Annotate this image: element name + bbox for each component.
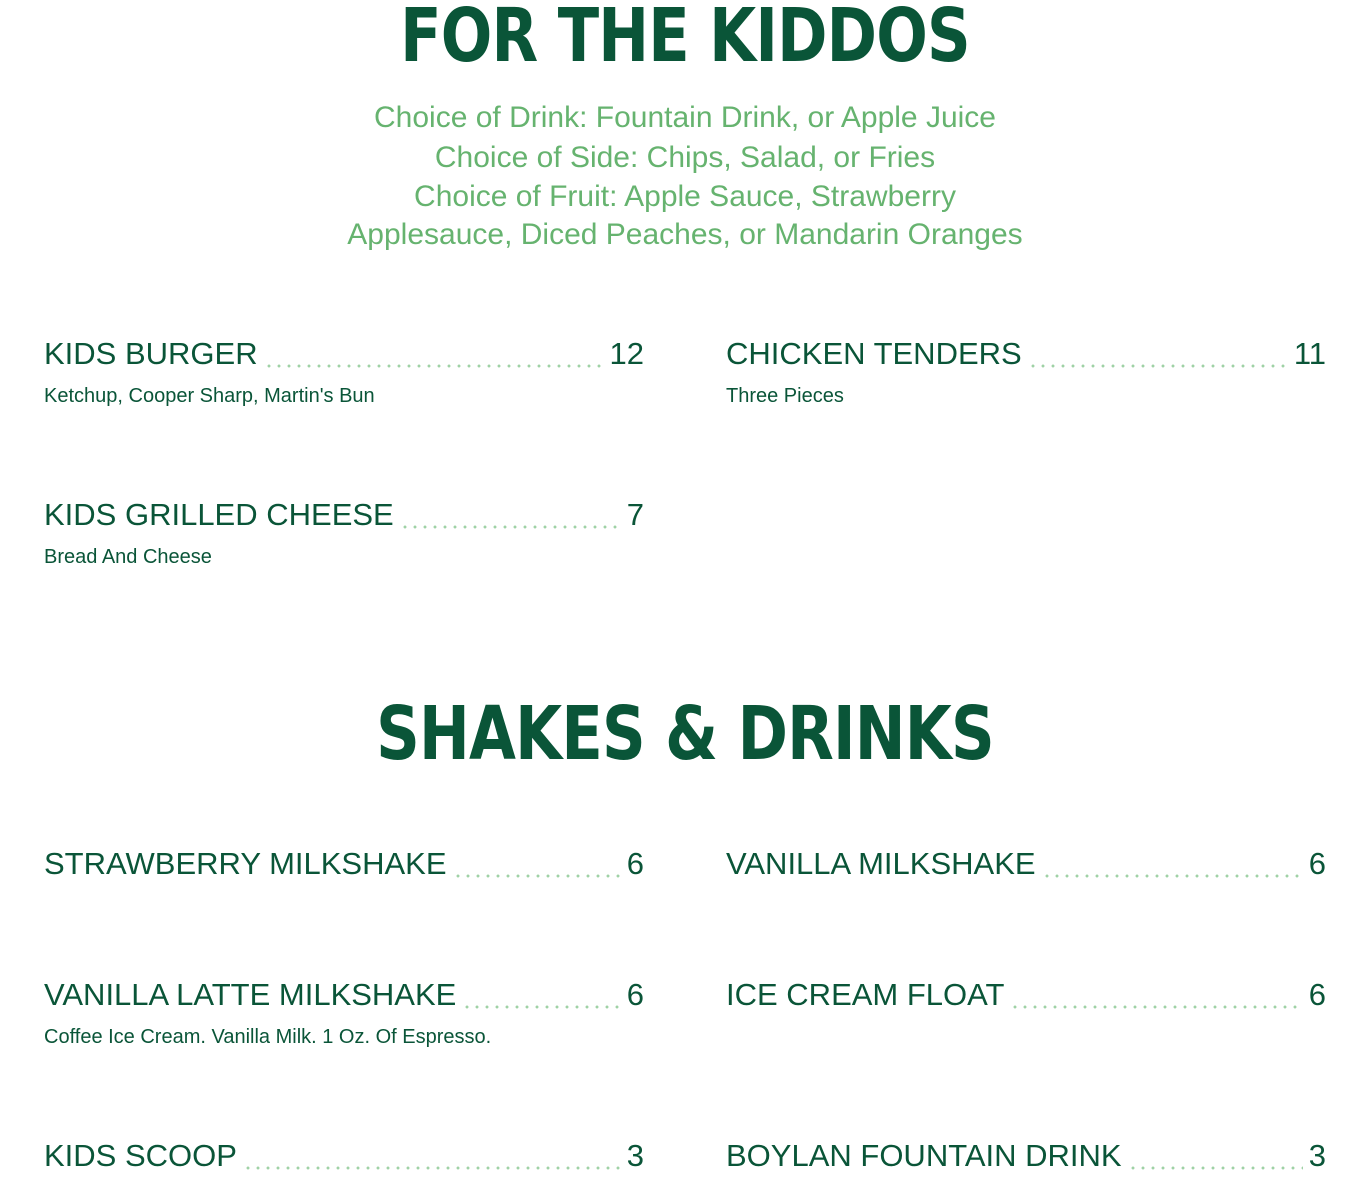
menu-item-kids-scoop (44, 1138, 644, 1178)
kids-options (0, 98, 1350, 254)
item-name: VANILLA MILKSHAKE (726, 846, 1036, 881)
item-name: VANILLA LATTE MILKSHAKE (44, 977, 457, 1012)
item-price: 6 (1308, 846, 1326, 881)
item-name: ICE CREAM FLOAT (726, 977, 1005, 1012)
dot-leader (400, 525, 621, 529)
dot-leader (1042, 874, 1303, 878)
item-description: Ketchup, Cooper Sharp, Martin's Bun (44, 385, 375, 407)
section-title-shakes: SHAKES & DRINKS (376, 691, 994, 777)
menu-item-chicken-tenders (726, 336, 1326, 408)
item-price: 6 (626, 977, 644, 1012)
dot-leader (1028, 364, 1288, 368)
item-description: Coffee Ice Cream. Vanilla Milk. 1 Oz. Of Espresso. (44, 1026, 492, 1048)
item-price: 6 (626, 846, 644, 881)
item-name: CHICKEN TENDERS (726, 336, 1022, 371)
item-price: 3 (1308, 1138, 1326, 1173)
dot-leader (243, 1166, 621, 1170)
item-price: 6 (1308, 977, 1326, 1012)
menu-item-boylan-fountain-drink (726, 1138, 1326, 1178)
menu-item-kids-burger (44, 336, 644, 408)
item-price: 3 (626, 1138, 644, 1173)
item-name: KIDS BURGER (44, 336, 258, 371)
fruit-choice-text: Choice of Fruit: Apple Sauce, Strawberry (414, 180, 956, 213)
menu-item-vanilla-milkshake (726, 846, 1326, 886)
dot-leader (264, 364, 604, 368)
item-description: Three Pieces (726, 385, 844, 407)
item-price: 12 (609, 336, 644, 371)
menu-item-vanilla-latte-milkshake (44, 977, 644, 1049)
item-price: 11 (1293, 336, 1326, 371)
menu-item-kids-grilled-cheese (44, 497, 644, 569)
item-name: BOYLAN FOUNTAIN DRINK (726, 1138, 1122, 1173)
dot-leader (1010, 1005, 1302, 1009)
item-name: STRAWBERRY MILKSHAKE (44, 846, 447, 881)
section-title-kiddos: FOR THE KIDDOS (400, 0, 970, 79)
side-choice-text: Choice of Side: Chips, Salad, or Fries (434, 141, 936, 174)
menu-item-ice-cream-float (726, 977, 1326, 1017)
item-description: Bread And Cheese (44, 546, 212, 568)
dot-leader (462, 1005, 620, 1009)
item-name: KIDS SCOOP (44, 1138, 237, 1173)
item-name: KIDS GRILLED CHEESE (44, 497, 394, 532)
dot-leader (453, 874, 621, 878)
fruit-choice-text-continued: Applesauce, Diced Peaches, or Mandarin Oranges (347, 218, 1023, 251)
dot-leader (1128, 1166, 1303, 1170)
drink-choice-text: Choice of Drink: Fountain Drink, or Apple Juice (374, 101, 996, 134)
menu-item-strawberry-milkshake (44, 846, 644, 886)
item-price: 7 (626, 497, 644, 532)
